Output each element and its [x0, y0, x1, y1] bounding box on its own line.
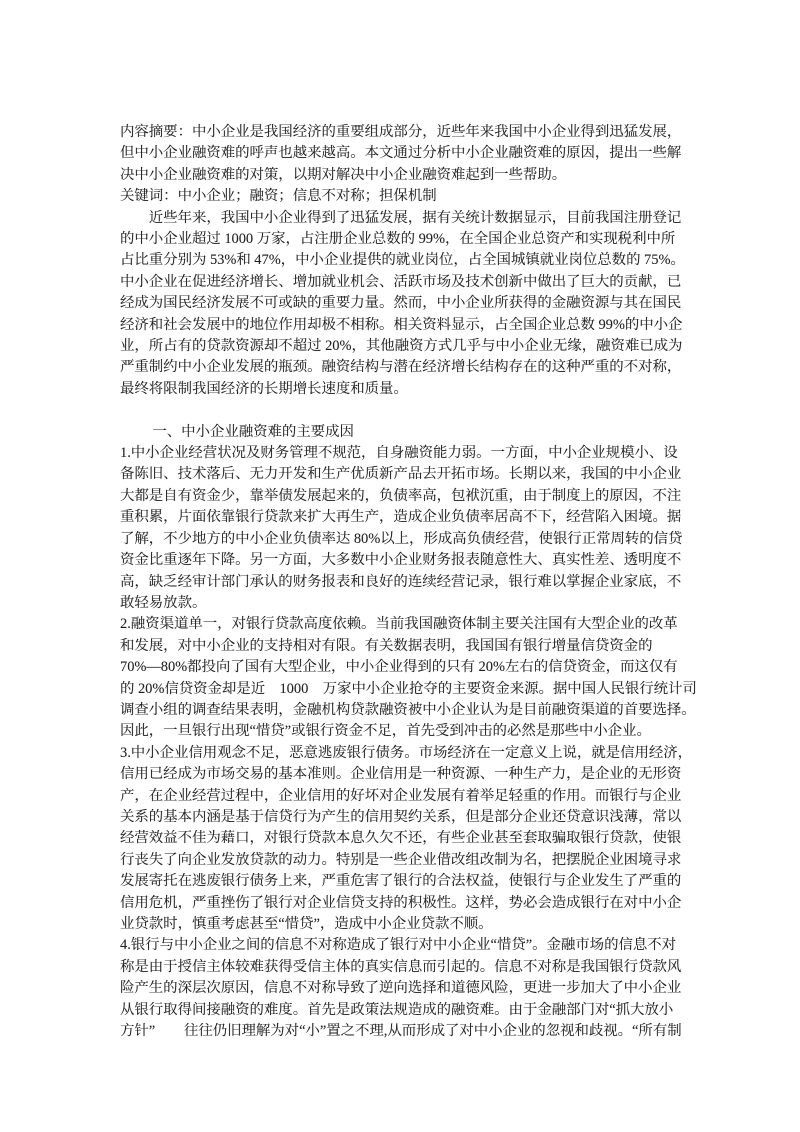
text-line: 占比重分别为 53%和 47%，中小企业提供的就业岗位，占全国城镇就业岗位总数的 75%。 — [120, 252, 685, 269]
text-line: 3.中小企业信用观念不足，恶意逃废银行债务。市场经济在一定意义上说，就是信用经济， — [120, 744, 693, 761]
paragraph-introduction — [120, 208, 730, 401]
text-line: 决中小企业融资难的对策，以期对解决中小企业融资难起到一些帮助。 — [120, 166, 567, 183]
text-line: 信用已经成为市场交易的基本准则。企业信用是一种资源、一种生产力，是企业的无形资 — [120, 766, 682, 783]
text-line: 最终将限制我国经济的长期增长速度和质量。 — [120, 380, 408, 397]
text-line: 近些年来，我国中小企业得到了迅猛发展，据有关统计数据显示，目前我国注册登记 — [120, 209, 682, 226]
text-line: 因此，一旦银行出现“惜贷”或银行资金不足，首先受到冲击的必然是那些中小企业。 — [120, 723, 651, 740]
text-line: 关键词：中小企业；融资；信息不对称；担保机制 — [120, 188, 437, 205]
text-line: 经成为国民经济发展不可或缺的重要力量。然而，中小企业所获得的金融资源与其在国民 — [120, 295, 682, 312]
text-line: 信用危机，严重挫伤了银行对企业信贷支持的积极性。这样，势必会造成银行在对中小企 — [120, 894, 682, 911]
text-line: 方针” 往往仍旧理解为对“小”置之不理,从而形成了对中小企业的忽视和歧视。“所有制 — [120, 1023, 682, 1040]
text-line: 行丧失了向企业发放贷款的动力。特别是一些企业借改组改制为名，把摆脱企业困境寻求 — [120, 851, 682, 868]
text-line: 调查小组的调查结果表明，金融机构贷款融资被中小企业认为是目前融资渠道的首要选择。 — [120, 701, 696, 718]
text-line: 大都是自有资金少，靠举债发展起来的，负债率高，包袱沉重，由于制度上的原因，不注 — [120, 487, 682, 504]
text-line: 经济和社会发展中的地位作用却极不相称。相关资料显示，占全国企业总数 99%的中小企 — [120, 316, 683, 333]
text-line: 险产生的深层次原因，信息不对称导致了逆向选择和道德风险，更进一步加大了中小企业 — [120, 980, 682, 997]
paragraph-cause-2 — [120, 614, 730, 742]
text-line: 敢轻易放款。 — [120, 594, 207, 611]
paragraph-keywords — [120, 186, 730, 207]
text-line: 70%—80%都投向了国有大型企业，中小企业得到的只有 20%左右的信贷资金，而这仅有 — [120, 659, 678, 676]
text-line: 严重制约中小企业发展的瓶颈。融资结构与潜在经济增长结构存在的这种严重的不对称， — [120, 359, 682, 376]
paragraph-section-heading — [120, 422, 730, 443]
text-line: 的中小企业超过 1000 万家，占注册企业总数的 99%，在全国企业总资产和实现税利中所 — [120, 231, 676, 248]
text-line: 了解，不少地方的中小企业负债率达 80%以上，形成高负债经营，使银行正常周转的信贷 — [120, 530, 683, 547]
text-line: 但中小企业融资难的呼声也越来越高。本文通过分析中小企业融资难的原因，提出一些解 — [120, 145, 682, 162]
text-line: 业，所占有的贷款资源却不超过 20%，其他融资方式几乎与中小企业无缘，融资难已成为 — [120, 338, 683, 355]
text-line: 中小企业在促进经济增长、增加就业机会、活跃市场及技术创新中做出了巨大的贡献，已 — [120, 273, 682, 290]
text-line: 经营效益不佳为藉口，对银行贷款本息久欠不还，有些企业甚至套取骗取银行贷款，使银 — [120, 830, 682, 847]
text-line: 关系的基本内涵是基于信贷行为产生的信用契约关系，但是部分企业还贷意识浅薄，常以 — [120, 808, 682, 825]
text-line: 资金比重逐年下降。另一方面，大多数中小企业财务报表随意性大、真实性差、透明度不 — [120, 552, 682, 569]
text-line: 备陈旧、技术落后、无力开发和生产优质新产品去开拓市场。长期以来，我国的中小企业 — [120, 466, 682, 483]
text-line: 称是由于授信主体较难获得受信主体的真实信息而引起的。信息不对称是我国银行贷款风 — [120, 958, 682, 975]
text-line: 重积累，片面依靠银行贷款来扩大再生产，造成企业负债率居高不下，经营陷入困境。据 — [120, 509, 682, 526]
text-line: 和发展，对中小企业的支持相对有限。有关数据表明，我国国有银行增量信贷资金的 — [120, 637, 653, 654]
paragraph-cause-4 — [120, 935, 730, 1042]
text-line: 高，缺乏经审计部门承认的财务报表和良好的连续经营记录，银行难以掌握企业家底，不 — [120, 573, 682, 590]
text-line: 1.中小企业经营状况及财务管理不规范，自身融资能力弱。一方面，中小企业规模小、设 — [120, 445, 678, 462]
text-line: 2.融资渠道单一，对银行贷款高度依赖。当前我国融资体制主要关注国有大型企业的改革 — [120, 616, 678, 633]
paragraph-abstract — [120, 122, 730, 186]
text-line: 一、中小企业融资难的主要成因 — [120, 423, 354, 440]
text-line: 的 20%信贷资金却是近 1000 万家中小企业抢夺的主要资金来源。据中国人民银行统计司 — [120, 680, 697, 697]
text-line — [120, 400, 730, 421]
text-line: 业贷款时，慎重考虑甚至“惜贷”，造成中小企业贷款不顺。 — [120, 916, 493, 933]
text-line: 发展寄托在逃废银行债务上来，严重危害了银行的合法权益，使银行与企业发生了严重的 — [120, 873, 682, 890]
paragraph-cause-3 — [120, 743, 730, 936]
text-line: 产，在企业经营过程中，企业信用的好坏对企业发展有着举足轻重的作用。而银行与企业 — [120, 787, 682, 804]
document-text-block — [120, 122, 730, 1042]
text-line: 4.银行与中小企业之间的信息不对称造成了银行对中小企业“惜贷”。金融市场的信息不对 — [120, 937, 677, 954]
paragraph-cause-1 — [120, 443, 730, 614]
text-line: 从银行取得间接融资的难度。首先是政策法规造成的融资难。由于金融部门对“抓大放小 — [120, 1001, 674, 1018]
text-line: 内容摘要：中小企业是我国经济的重要组成部分，近些年来我国中小企业得到迅猛发展， — [120, 124, 682, 140]
paragraph-spacer — [120, 400, 730, 421]
